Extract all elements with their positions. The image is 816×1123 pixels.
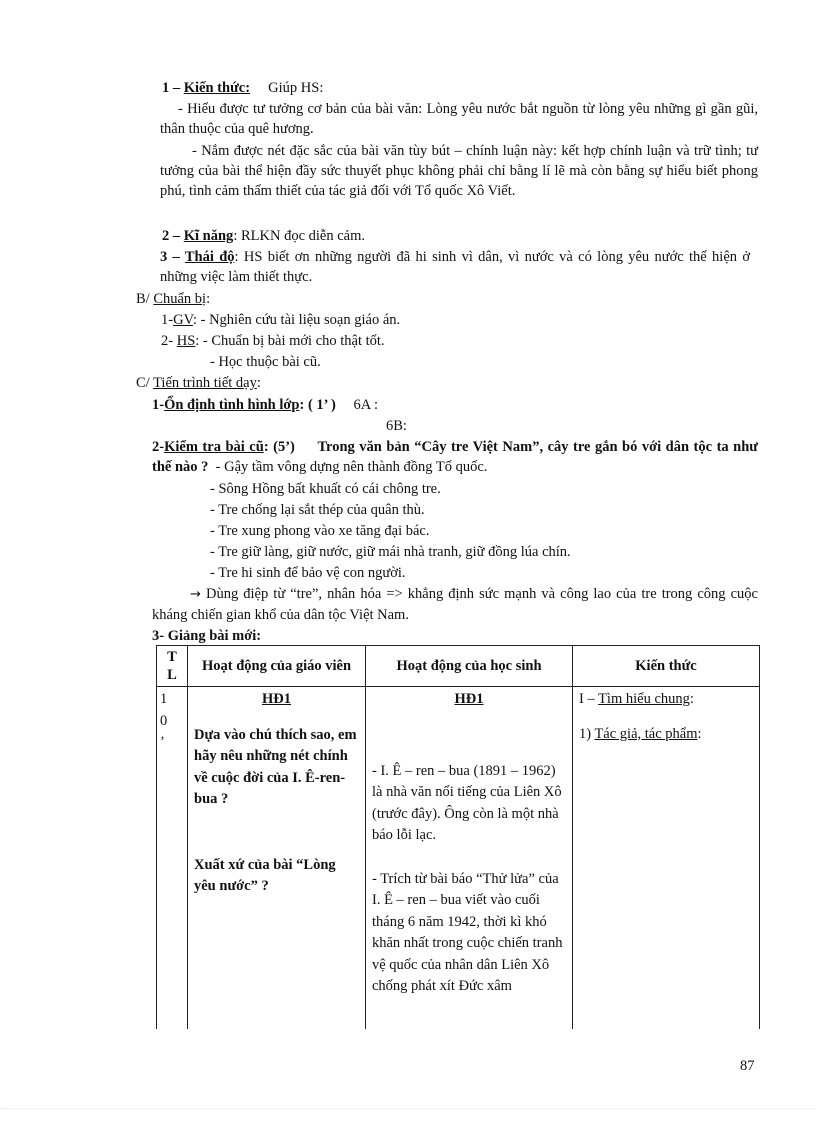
- cell-student: [366, 687, 573, 1030]
- knowledge-subsection: [579, 724, 753, 746]
- step-1-rest: : ( 1’ ): [299, 397, 336, 413]
- prep-teacher-label: GV: [173, 312, 193, 328]
- step-2-label: Kiểm tra bài cũ: [164, 439, 264, 455]
- skill-text: : RLKN đọc diễn cảm.: [233, 228, 365, 244]
- prep-teacher: [161, 310, 400, 330]
- conclusion-text: Dùng điệp từ “tre”, nhân hóa => khẳng định sức mạnh và công lao của tre trong công cuộc kháng chiến gian khổ của dân tộc Việt Nam.: [152, 586, 758, 623]
- prep-student-2: - Học thuộc bài cũ.: [210, 354, 321, 370]
- section-c-title: Tiến trình tiết dạy: [153, 375, 257, 391]
- class-6a: 6A :: [353, 397, 379, 413]
- skill-num: 2 –: [162, 228, 184, 244]
- prep-student: [161, 331, 385, 351]
- attitude-label: Thái độ: [184, 249, 235, 265]
- prep-teacher-text: : - Nghiên cứu tài liệu soạn giáo án.: [192, 312, 401, 328]
- section-c-heading: [136, 373, 261, 393]
- knowledge-title-prefix: I –: [579, 691, 599, 707]
- step-2-time: : (5’): [263, 439, 295, 455]
- table-row: [157, 687, 760, 1030]
- prep-student-label: HS: [176, 333, 196, 349]
- step-1: [152, 395, 378, 415]
- cell-time: [157, 687, 188, 1030]
- section-b-suffix: :: [206, 291, 211, 307]
- student-answer-2: - Trích từ bài báo “Thử lửa” của I. Ê – ren – bua viết vào cuối tháng 6 năm 1942, thời kì khó khăn nhất trong cuộc chiến tranh vệ quốc của nhân dân Liên Xô chống phát xít Đức xâm: [372, 870, 563, 994]
- section-b-title: Chuẩn bị: [153, 291, 207, 307]
- class-6b: 6B:: [386, 418, 407, 434]
- answer-item: - Tre giữ làng, giữ nước, giữ mái nhà tranh, giữ đồng lúa chín.: [210, 544, 571, 560]
- section-c-prefix: C/: [136, 375, 154, 391]
- skill-line: [162, 226, 365, 246]
- table-header-row: [157, 646, 760, 687]
- teacher-activity-title: HĐ1: [262, 691, 291, 707]
- knowledge-title-suffix: :: [689, 691, 694, 707]
- teacher-question-2: Xuất xứ của bài “Lòng yêu nước” ?: [194, 856, 336, 894]
- section-c-suffix: :: [256, 375, 261, 391]
- time-value: 10 ’: [160, 691, 168, 750]
- section-b-heading: [136, 289, 210, 309]
- step-1-label: Ổn định tình hình lớp: [164, 397, 300, 413]
- knowledge-item-1: - Hiểu được tư tưởng cơ bản của bài văn: Lòng yêu nước bắt nguồn từ lòng yêu những gì gần gũi, thân thuộc của quê hương.: [160, 101, 758, 137]
- lesson-table: [156, 645, 760, 1029]
- knowledge-sub-prefix: 1): [579, 725, 595, 742]
- prep-teacher-prefix: 1-: [161, 312, 174, 328]
- cell-knowledge: [573, 687, 760, 1030]
- cell-teacher: [188, 687, 366, 1030]
- page-number: 87: [740, 1058, 755, 1074]
- section-b-prefix: B/: [136, 291, 154, 307]
- knowledge-heading: [162, 78, 323, 98]
- answer-item: - Tre hi sinh để bảo vệ con người.: [210, 565, 406, 581]
- step-2: [152, 437, 758, 477]
- step-2-prefix: 2-: [152, 439, 165, 455]
- arrow-right-icon: →: [190, 587, 201, 602]
- answer-item: - Tre chống lại sắt thép của quân thù.: [210, 502, 425, 518]
- prep-student-prefix: 2-: [161, 333, 177, 349]
- attitude-num: 3 –: [160, 249, 185, 265]
- knowledge-label: Kiến thức:: [183, 80, 251, 96]
- page-bottom-divider: [0, 1108, 816, 1109]
- header-knowledge: Kiến thức: [573, 646, 760, 687]
- student-activity-title: HĐ1: [454, 691, 484, 707]
- header-student: Hoạt động của học sinh: [366, 646, 573, 687]
- prep-student-text: : - Chuẩn bị bài mới cho thật tốt.: [195, 333, 385, 349]
- step-1-prefix: 1-: [152, 397, 165, 413]
- knowledge-sub-text: Tác giả, tác phẩm: [594, 725, 698, 742]
- knowledge-item-2: - Nắm được nét đặc sắc của bài văn tùy bút – chính luận này: kết hợp chính luận và trữ tình; tư tưởng của bài thể hiện đầy sức thuyết phục không phải chỉ bằng lí lẽ mà còn bằng sự hiểu biết phong phú, tình cảm thấm thiết của tác giả đối với Tổ quốc Xô Viết.: [160, 143, 758, 199]
- step-3-heading: 3- Giảng bài mới:: [152, 628, 262, 644]
- student-answer-1: - I. Ê – ren – bua (1891 – 1962) là nhà văn nổi tiếng của Liên Xô (trước đây). Ông còn là một nhà báo lỗi lạc.: [372, 762, 562, 843]
- answer-item: - Tre xung phong vào xe tăng đại bác.: [210, 523, 430, 539]
- knowledge-title-text: Tìm hiểu chung: [598, 691, 690, 707]
- step-2-first-answer: - Gậy tầm vông dựng nên thành đồng Tổ quốc.: [215, 459, 488, 475]
- attitude-line: [160, 247, 750, 287]
- knowledge-text: Giúp HS:: [268, 80, 324, 96]
- conclusion: [152, 584, 758, 625]
- header-teacher: Hoạt động của giáo viên: [188, 646, 366, 687]
- teacher-question-1: Dựa vào chú thích sao, em hãy nêu những nét chính về cuộc đời của I. Ê-ren-bua ?: [194, 726, 357, 807]
- knowledge-sub-suffix: :: [697, 725, 702, 742]
- attitude-text: : HS biết ơn những người đã hi sinh vì dân, vì nước và có lòng yêu nước thể hiện ở những việc làm thiết thực.: [160, 249, 750, 285]
- knowledge-section-title: [579, 689, 753, 711]
- step-2-question: Trong văn bản “Cây tre Việt Nam”, cây tre gắn bó với dân tộc ta như thế nào ?: [152, 439, 759, 475]
- knowledge-num: 1 –: [162, 80, 184, 96]
- answer-item: - Sông Hồng bất khuất có cái chông tre.: [210, 481, 441, 497]
- skill-label: Kĩ năng: [183, 228, 234, 244]
- header-time: T L: [157, 646, 188, 687]
